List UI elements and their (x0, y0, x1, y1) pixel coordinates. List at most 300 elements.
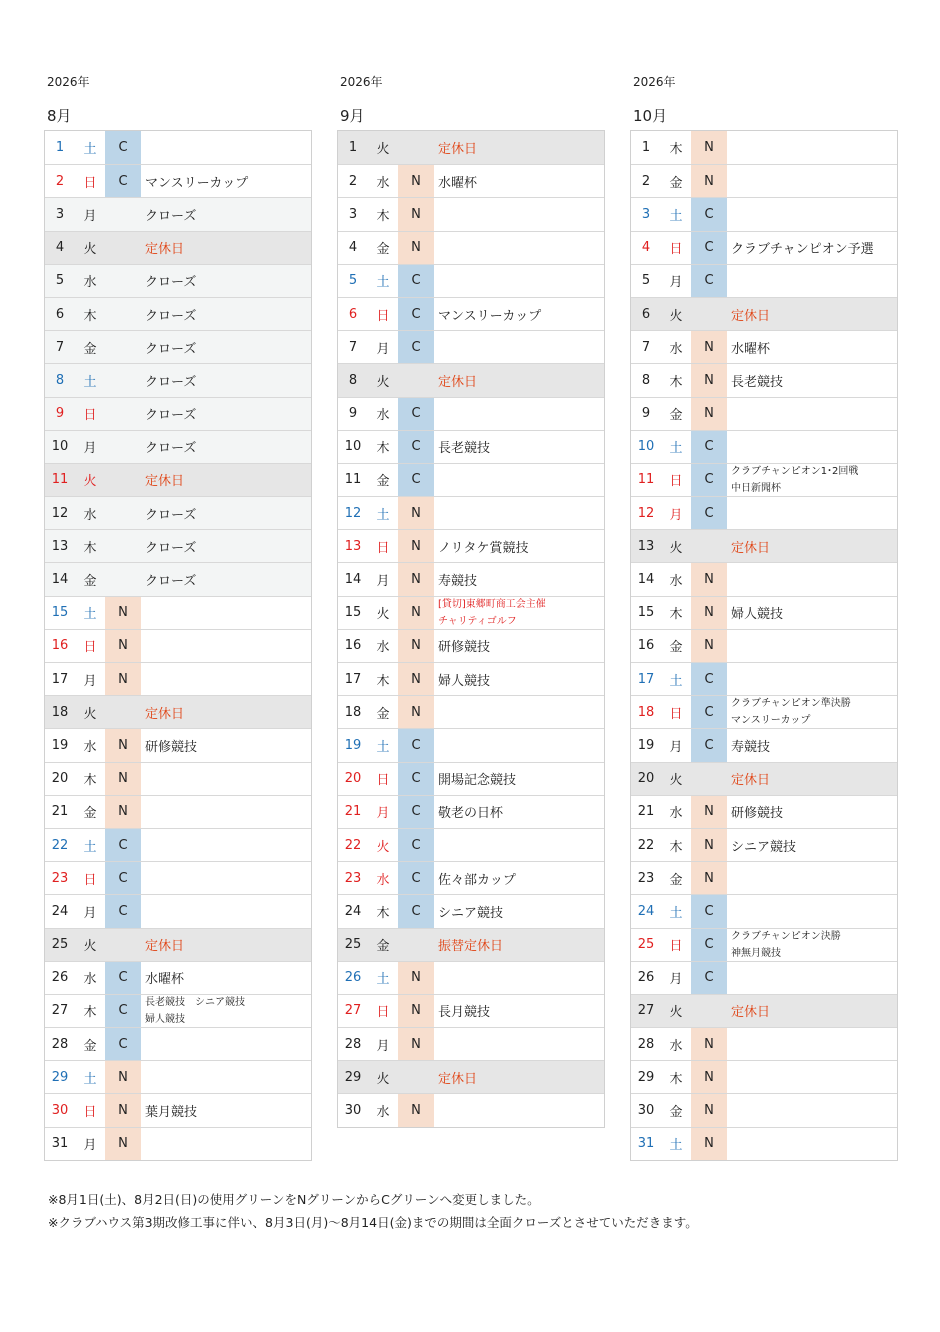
green-course: C (398, 829, 434, 861)
green-course: N (398, 165, 434, 197)
day-number: 18 (637, 704, 655, 720)
weekday: 金 (669, 1105, 683, 1121)
weekday: 金 (376, 474, 390, 490)
calendar-row (45, 662, 311, 695)
calendar-row (631, 961, 897, 994)
event-note (727, 1128, 897, 1160)
calendar-row (338, 961, 604, 994)
green-course: N (691, 597, 727, 629)
calendar-row (338, 363, 604, 396)
event-note (727, 398, 897, 430)
calendar-row (338, 1027, 604, 1060)
calendar-row (45, 131, 311, 164)
calendar-row (338, 264, 604, 297)
day-number: 11 (344, 472, 362, 488)
event-note: マンスリーカップ (438, 308, 542, 324)
event-note: 敬老の日杯 (438, 806, 504, 822)
day-number: 20 (344, 771, 362, 787)
event-note: 定休日 (438, 1071, 478, 1087)
day-number: 17 (637, 671, 655, 687)
event-note (434, 398, 604, 430)
event-note: 長老競技 (438, 441, 491, 457)
day-number: 7 (348, 339, 358, 355)
event-line: マンスリーカップ (731, 715, 811, 727)
green-course: N (398, 696, 434, 728)
calendar-row (631, 928, 897, 961)
day-number: 28 (637, 1036, 655, 1052)
calendar-row (631, 297, 897, 330)
green-course: N (691, 364, 727, 396)
event-note: 長老競技 (731, 374, 784, 390)
event-note: 定休日 (145, 706, 185, 722)
calendar-row (631, 994, 897, 1027)
event-note (727, 131, 897, 164)
weekday: 金 (669, 408, 683, 424)
calendar-row (45, 397, 311, 430)
day-number: 28 (51, 1036, 69, 1052)
event-note: クローズ (145, 341, 197, 357)
weekday: 金 (83, 574, 97, 590)
event-note: 定休日 (438, 142, 478, 158)
day-number: 21 (344, 804, 362, 820)
green-course: C (105, 165, 141, 197)
event-note: クローズ (145, 441, 197, 457)
event-note: 定休日 (731, 773, 771, 789)
calendar-row (631, 363, 897, 396)
green-course: C (105, 962, 141, 994)
weekday: 日 (669, 242, 683, 258)
weekday: 日 (376, 1005, 390, 1021)
day-number: 3 (348, 206, 358, 222)
calendar-row (631, 463, 897, 496)
calendar-row (45, 231, 311, 264)
event-note: 長月競技 (438, 1005, 491, 1021)
calendar-row (631, 330, 897, 363)
event-note: クローズ (145, 208, 197, 224)
weekday: 月 (376, 1038, 390, 1054)
event-line: [貸切]東郷町商工会主催 (438, 598, 546, 610)
calendar-row (631, 596, 897, 629)
weekday: 土 (669, 441, 683, 457)
calendar-row (631, 397, 897, 430)
day-number: 27 (637, 1003, 655, 1019)
event-note: 佐々部カップ (438, 872, 516, 888)
weekday: 水 (669, 341, 683, 357)
weekday: 火 (83, 474, 97, 490)
green-course: N (691, 131, 727, 164)
green-course: N (398, 995, 434, 1027)
green-course: N (105, 763, 141, 795)
weekday: 月 (83, 1138, 97, 1154)
day-number: 7 (641, 339, 651, 355)
day-number: 24 (637, 903, 655, 919)
weekday: 水 (376, 408, 390, 424)
day-number: 8 (348, 372, 358, 388)
calendar-row (45, 264, 311, 297)
weekday: 金 (376, 242, 390, 258)
weekday: 金 (83, 341, 97, 357)
day-number: 20 (637, 771, 655, 787)
event-note: 定休日 (438, 374, 478, 390)
calendar-row (338, 695, 604, 728)
green-course (105, 331, 141, 363)
green-course (105, 298, 141, 330)
event-line: 婦人競技 (145, 1013, 185, 1025)
green-course: C (691, 929, 727, 961)
day-number: 19 (344, 737, 362, 753)
calendar-row (631, 164, 897, 197)
day-number: 19 (51, 737, 69, 753)
day-number: 5 (55, 273, 65, 289)
weekday: 木 (376, 208, 390, 224)
weekday: 木 (83, 1005, 97, 1021)
green-course: N (398, 630, 434, 662)
day-number: 8 (641, 372, 651, 388)
calendar-row (631, 529, 897, 562)
day-number: 8 (55, 372, 65, 388)
green-course (398, 131, 434, 164)
green-course: N (105, 597, 141, 629)
event-note: 研修競技 (145, 739, 198, 755)
green-course (691, 298, 727, 330)
calendar-row (338, 762, 604, 795)
green-course: C (105, 895, 141, 927)
weekday: 土 (83, 607, 97, 623)
day-number: 6 (55, 306, 65, 322)
day-number: 29 (637, 1069, 655, 1085)
day-number: 1 (641, 140, 651, 156)
green-course: C (105, 131, 141, 164)
calendar-row (338, 397, 604, 430)
weekday: 日 (376, 540, 390, 556)
event-note: 水曜杯 (145, 972, 185, 988)
day-number: 30 (51, 1103, 69, 1119)
weekday: 火 (376, 839, 390, 855)
calendar-row (45, 197, 311, 230)
calendar-row (45, 1127, 311, 1160)
day-number: 10 (51, 439, 69, 455)
event-note (434, 497, 604, 529)
day-number: 14 (51, 572, 69, 588)
day-number: 23 (344, 870, 362, 886)
green-course (398, 364, 434, 396)
green-course: C (398, 796, 434, 828)
calendar-row (338, 828, 604, 861)
event-note (727, 895, 897, 927)
event-note (141, 796, 311, 828)
calendar-row (631, 762, 897, 795)
green-course: N (398, 1028, 434, 1060)
day-number: 3 (641, 206, 651, 222)
weekday: 金 (669, 640, 683, 656)
day-number: 1 (348, 140, 358, 156)
weekday: 火 (376, 142, 390, 158)
weekday: 水 (669, 806, 683, 822)
event-note (727, 862, 897, 894)
weekday: 木 (669, 142, 683, 158)
green-course: N (398, 198, 434, 230)
calendar-row (45, 529, 311, 562)
green-course (105, 696, 141, 728)
day-number: 20 (51, 771, 69, 787)
weekday: 土 (376, 972, 390, 988)
weekday: 月 (669, 275, 683, 291)
green-course (105, 929, 141, 961)
day-number: 26 (344, 970, 362, 986)
green-course: C (691, 895, 727, 927)
calendar-table (44, 130, 312, 1161)
event-note (434, 829, 604, 861)
calendar-table (337, 130, 605, 1128)
calendar-row (338, 928, 604, 961)
weekday: 土 (669, 208, 683, 224)
weekday: 日 (669, 706, 683, 722)
day-number: 13 (51, 538, 69, 554)
green-course: C (398, 862, 434, 894)
event-note (434, 597, 604, 629)
day-number: 17 (344, 671, 362, 687)
day-number: 14 (637, 572, 655, 588)
day-number: 18 (344, 704, 362, 720)
green-course: N (691, 630, 727, 662)
day-number: 16 (51, 638, 69, 654)
green-course: N (398, 530, 434, 562)
weekday: 水 (83, 972, 97, 988)
green-course: C (398, 298, 434, 330)
weekday: 月 (83, 441, 97, 457)
weekday: 土 (83, 142, 97, 158)
event-note: 婦人競技 (731, 607, 784, 623)
green-course: C (105, 862, 141, 894)
green-course: N (105, 1094, 141, 1126)
calendar-row (45, 795, 311, 828)
weekday: 日 (83, 640, 97, 656)
year-label: 2026年 (633, 75, 676, 89)
weekday: 土 (83, 1071, 97, 1087)
weekday: 土 (83, 374, 97, 390)
event-note: クローズ (145, 308, 197, 324)
weekday: 日 (376, 773, 390, 789)
calendar-row (338, 994, 604, 1027)
weekday: 日 (669, 939, 683, 955)
weekday: 火 (669, 308, 683, 324)
day-number: 2 (348, 173, 358, 189)
green-course: N (105, 1128, 141, 1160)
event-note (727, 198, 897, 230)
calendar-row (338, 1060, 604, 1093)
event-note (141, 829, 311, 861)
day-number: 24 (344, 903, 362, 919)
event-note (434, 198, 604, 230)
calendar-row (45, 695, 311, 728)
event-note (727, 464, 897, 496)
weekday: 火 (669, 540, 683, 556)
event-note (141, 763, 311, 795)
day-number: 16 (637, 638, 655, 654)
calendar-row (631, 231, 897, 264)
green-course (691, 530, 727, 562)
day-number: 19 (637, 737, 655, 753)
event-note: 葉月競技 (145, 1105, 198, 1121)
green-course: N (691, 1061, 727, 1093)
day-number: 31 (51, 1136, 69, 1152)
green-course: C (691, 696, 727, 728)
calendar-row (631, 264, 897, 297)
calendar-row (45, 994, 311, 1027)
day-number: 11 (51, 472, 69, 488)
green-course (105, 563, 141, 595)
green-course: N (105, 796, 141, 828)
event-note (434, 1094, 604, 1126)
green-course: N (691, 1128, 727, 1160)
day-number: 27 (51, 1003, 69, 1019)
weekday: 水 (376, 1105, 390, 1121)
event-note: クラブチャンピオン予選 (731, 242, 874, 258)
day-number: 9 (641, 406, 651, 422)
event-line: チャリティゴルフ (438, 615, 517, 627)
green-course: C (398, 331, 434, 363)
green-course (105, 398, 141, 430)
green-course (105, 431, 141, 463)
calendar-row (45, 363, 311, 396)
green-course: N (398, 597, 434, 629)
weekday: 金 (83, 806, 97, 822)
event-note: 研修競技 (438, 640, 491, 656)
calendar-row (631, 1027, 897, 1060)
event-note: 定休日 (731, 308, 771, 324)
calendar-row (631, 662, 897, 695)
event-note (727, 663, 897, 695)
calendar-row (338, 662, 604, 695)
event-note (434, 1028, 604, 1060)
weekday: 金 (669, 872, 683, 888)
event-note: シニア競技 (731, 839, 797, 855)
weekday: 木 (376, 441, 390, 457)
calendar-row (45, 430, 311, 463)
calendar-row (338, 330, 604, 363)
day-number: 29 (344, 1069, 362, 1085)
weekday: 水 (669, 574, 683, 590)
day-number: 14 (344, 572, 362, 588)
calendar-row (45, 762, 311, 795)
calendar-row (338, 795, 604, 828)
event-note: 寿競技 (438, 574, 478, 590)
event-line: クラブチャンピオン決勝 (731, 930, 841, 942)
weekday: 日 (376, 308, 390, 324)
green-course (105, 198, 141, 230)
green-course: N (691, 331, 727, 363)
day-number: 9 (348, 406, 358, 422)
day-number: 24 (51, 903, 69, 919)
weekday: 水 (83, 739, 97, 755)
calendar-row (631, 728, 897, 761)
day-number: 25 (51, 937, 69, 953)
day-number: 5 (641, 273, 651, 289)
event-note: クローズ (145, 374, 197, 390)
green-course: N (105, 729, 141, 761)
event-note (727, 1028, 897, 1060)
green-course (105, 497, 141, 529)
day-number: 6 (641, 306, 651, 322)
calendar-row (45, 1093, 311, 1126)
calendar-row (45, 1060, 311, 1093)
calendar-row (631, 1093, 897, 1126)
event-note (434, 729, 604, 761)
weekday: 月 (83, 208, 97, 224)
event-note: クローズ (145, 507, 197, 523)
weekday: 木 (83, 773, 97, 789)
event-note: 定休日 (145, 242, 185, 258)
calendar-row (338, 529, 604, 562)
calendar-row (631, 861, 897, 894)
calendar-table (630, 130, 898, 1161)
calendar-row (45, 1027, 311, 1060)
day-number: 26 (637, 970, 655, 986)
weekday: 日 (83, 1105, 97, 1121)
green-course (105, 530, 141, 562)
calendar-row (45, 297, 311, 330)
day-number: 23 (51, 870, 69, 886)
event-note: 定休日 (145, 939, 185, 955)
event-note (434, 464, 604, 496)
green-course: N (105, 1061, 141, 1093)
green-course: C (691, 431, 727, 463)
green-course: N (691, 1094, 727, 1126)
calendar-row (45, 562, 311, 595)
green-course: N (398, 497, 434, 529)
calendar-row (338, 596, 604, 629)
weekday: 水 (376, 872, 390, 888)
calendar-row (338, 164, 604, 197)
event-note: クローズ (145, 275, 197, 291)
day-number: 17 (51, 671, 69, 687)
green-course: N (691, 398, 727, 430)
event-note (727, 265, 897, 297)
event-note (141, 1128, 311, 1160)
green-course (105, 464, 141, 496)
green-course: C (691, 198, 727, 230)
event-note (141, 597, 311, 629)
green-course: C (691, 729, 727, 761)
calendar-row (631, 562, 897, 595)
event-line: クラブチャンピオン1･2回戦 (731, 465, 859, 477)
calendar-row (338, 197, 604, 230)
weekday: 土 (669, 673, 683, 689)
weekday: 火 (376, 607, 390, 623)
weekday: 土 (669, 1138, 683, 1154)
event-line: 神無月競技 (731, 947, 781, 959)
event-note (727, 431, 897, 463)
day-number: 1 (55, 140, 65, 156)
event-line: クラブチャンピオン準決勝 (731, 698, 851, 710)
calendar-row (338, 430, 604, 463)
weekday: 火 (669, 1005, 683, 1021)
day-number: 31 (637, 1136, 655, 1152)
weekday: 火 (83, 939, 97, 955)
calendar-row (338, 728, 604, 761)
calendar-row (631, 197, 897, 230)
green-course: N (105, 663, 141, 695)
day-number: 6 (348, 306, 358, 322)
green-course: N (691, 796, 727, 828)
event-note: 定休日 (731, 540, 771, 556)
event-note (727, 630, 897, 662)
green-course: N (691, 862, 727, 894)
calendar-row (338, 861, 604, 894)
day-number: 30 (637, 1103, 655, 1119)
calendar-row (45, 463, 311, 496)
day-number: 15 (344, 605, 362, 621)
